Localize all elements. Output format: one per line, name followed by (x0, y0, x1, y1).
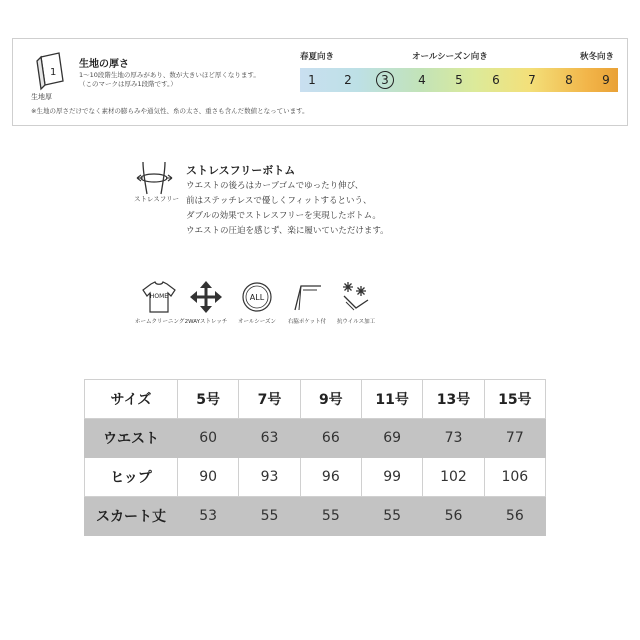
feature-label: ホームクリーニング (135, 319, 185, 325)
four-arrows-icon (186, 280, 226, 314)
table-row (85, 419, 546, 458)
fabric-thickness-icon-label: 生地厚 (31, 93, 52, 101)
fabric-thickness-icon (33, 51, 67, 91)
feature-label: 右脇ポケット付 (287, 319, 327, 325)
season-all-season-label: オールシーズン向き (412, 52, 488, 62)
shirt-home-icon (139, 280, 179, 314)
pocket-icon (287, 280, 327, 314)
scale-number-5: 5 (455, 73, 463, 87)
table-cell: 55 (361, 497, 422, 536)
fabric-thickness-description (79, 71, 309, 89)
header-cell: 9号 (300, 380, 361, 419)
scale-number-6: 6 (492, 73, 500, 87)
fabric-thickness-panel (12, 38, 628, 126)
description-line: ウエストの圧迫を感じず、楽に履いていただけます。 (186, 226, 389, 236)
scale-number-4: 4 (418, 73, 426, 87)
fabric-thickness-note: ※生地の厚さだけでなく素材の膨らみや通気性、糸の太さ、重さも含んだ数値となっています。 (31, 107, 309, 115)
table-cell: 106 (484, 458, 545, 497)
svg-text:1: 1 (50, 67, 57, 78)
feature-label: オールシーズン (238, 319, 276, 325)
feature-label: 2WAYストレッチ (184, 319, 228, 325)
season-labels (300, 50, 618, 64)
description-line: ウエストの後ろはカーブゴムでゆったり伸び、 (186, 181, 364, 191)
header-cell: 15号 (484, 380, 545, 419)
antiviral-icon (336, 280, 376, 314)
header-cell: サイズ (85, 380, 178, 419)
table-cell: 66 (300, 419, 361, 458)
table-cell: 55 (300, 497, 361, 536)
stress-free-waist-icon (135, 160, 175, 196)
scale-number-2: 2 (344, 73, 352, 87)
table-cell: 90 (178, 458, 239, 497)
scale-number-3-selected: 3 (375, 68, 395, 92)
table-cell: 55 (239, 497, 300, 536)
stress-free-description (186, 179, 389, 239)
feature-antiviral (332, 280, 380, 325)
table-row (85, 497, 546, 536)
feature-label: 抗ウイルス加工 (336, 319, 376, 325)
row-label: ヒップ (85, 458, 178, 497)
description-line: （このマークは厚み1段階です。） (79, 80, 177, 88)
feature-home-cleaning (135, 280, 183, 325)
season-spring-summer-label: 春夏向き (300, 52, 335, 62)
feature-all-season (233, 280, 281, 325)
description-line: 1～10段階生地の厚みがあり、数が大きいほど厚くなります。 (79, 71, 260, 79)
row-label: ウエスト (85, 419, 178, 458)
table-cell: 56 (423, 497, 484, 536)
scale-number-1: 1 (308, 73, 316, 87)
table-cell: 102 (423, 458, 484, 497)
size-table (84, 379, 546, 536)
header-cell: 13号 (423, 380, 484, 419)
feature-2way-stretch (182, 280, 230, 325)
fabric-thickness-title: 生地の厚さ (79, 59, 129, 70)
all-badge-icon (237, 280, 277, 314)
table-cell: 96 (300, 458, 361, 497)
table-cell: 73 (423, 419, 484, 458)
all-badge-icon-text: ALL (249, 293, 265, 302)
table-cell: 99 (361, 458, 422, 497)
shirt-home-icon-text: HOME (149, 293, 169, 300)
table-cell: 77 (484, 419, 545, 458)
table-cell: 63 (239, 419, 300, 458)
header-cell: 11号 (361, 380, 422, 419)
table-row (85, 458, 546, 497)
stress-free-title: ストレスフリーボトム (186, 164, 296, 177)
description-line: ダブルの効果でストレスフリーを実現したボトム。 (186, 211, 381, 221)
table-cell: 93 (239, 458, 300, 497)
table-cell: 60 (178, 419, 239, 458)
table-header-row (85, 380, 546, 419)
stress-free-icon-label: ストレスフリー (134, 195, 180, 203)
table-cell: 56 (484, 497, 545, 536)
scale-number-9: 9 (602, 73, 610, 87)
row-label: スカート丈 (85, 497, 178, 536)
table-cell: 53 (178, 497, 239, 536)
description-line: 前はステッチレスで優しくフィットするという、 (186, 196, 372, 206)
table-cell: 69 (361, 419, 422, 458)
thickness-scale-bar (300, 68, 618, 92)
header-cell: 5号 (178, 380, 239, 419)
season-autumn-winter-label: 秋冬向き (579, 52, 614, 62)
feature-right-pocket (283, 280, 331, 325)
scale-number-7: 7 (528, 73, 536, 87)
scale-number-8: 8 (565, 73, 573, 87)
header-cell: 7号 (239, 380, 300, 419)
